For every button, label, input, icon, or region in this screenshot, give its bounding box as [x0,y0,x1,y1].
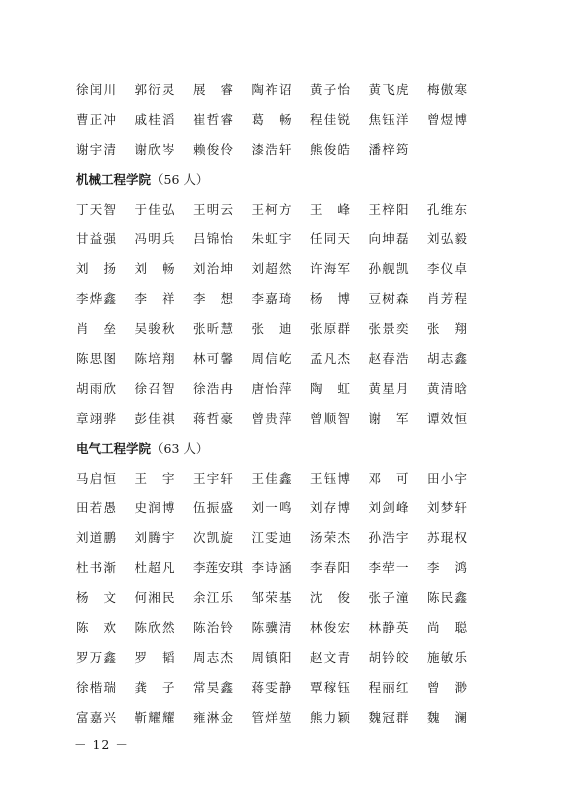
student-name: 陈 欢 [76,619,116,635]
name-row [76,343,486,373]
student-name: 梅傲寒 [427,81,467,97]
student-name: 孟凡杰 [310,350,350,366]
student-name: 潘梓筠 [368,141,409,157]
section-title: 电气工程学院 [76,440,152,456]
name-row [76,313,486,343]
student-name: 雍淋金 [193,709,233,725]
section-title: 机械工程学院 [76,171,152,187]
student-name: 曹正冲 [76,111,116,127]
student-name: 刘腾宇 [134,530,175,546]
name-row [76,522,486,552]
student-name: 王宇轩 [193,470,233,486]
student-name: 张景奕 [368,321,409,337]
student-name: 黄星月 [368,380,409,396]
name-row [76,612,486,642]
student-name: 王明云 [193,201,233,217]
student-name: 龚 子 [134,679,175,695]
student-name: 何湘民 [134,590,175,606]
student-name: 陈骥清 [251,619,292,635]
student-name: 林俊宏 [310,619,350,635]
student-name: 蒋哲豪 [193,410,233,426]
student-name: 尚 聪 [427,619,467,635]
student-name: 吕锦怡 [193,231,233,247]
student-name: 黄飞虎 [368,81,409,97]
name-list [76,74,486,732]
student-name: 胡钤皎 [368,649,409,665]
student-name: 张原群 [310,321,350,337]
student-name: 周志杰 [193,649,233,665]
student-name: 李仪卓 [427,261,467,277]
student-name: 张 迪 [251,321,292,337]
student-name: 次凯旋 [193,530,233,546]
student-name: 李春阳 [310,560,350,576]
student-name: 彭佳祺 [134,410,175,426]
student-name: 朱虹宇 [251,231,292,247]
name-row [76,74,486,104]
student-name: 程佳锐 [310,111,350,127]
student-name: 李嘉琦 [251,291,292,307]
student-name: 李 祥 [134,291,175,307]
student-name: 邓 可 [368,470,409,486]
student-name: 靳耀耀 [134,709,175,725]
student-name: 周信屹 [251,350,292,366]
student-name: 唐怡萍 [251,380,292,396]
student-name: 覃稼钰 [310,679,350,695]
student-name: 曾 渺 [427,679,467,695]
section-heading [76,433,486,463]
student-name: 汤荣杰 [310,530,350,546]
name-row [76,403,486,433]
student-name: 管烊堃 [251,709,292,725]
name-row [76,134,486,164]
name-row [76,283,486,313]
student-name: 展 睿 [193,81,233,97]
student-name: 陈治铃 [193,619,233,635]
student-name: 张昕慧 [193,321,233,337]
student-name: 刘治坤 [193,261,233,277]
student-name: 冯明兵 [134,231,175,247]
student-name: 李诗涵 [251,560,292,576]
student-name: 李烨鑫 [76,291,116,307]
student-name: 李莲安琪 [193,560,244,576]
student-name: 伍振盛 [193,500,233,516]
student-name: 甘益强 [76,231,116,247]
student-name: 富嘉兴 [76,709,116,725]
student-name: 魏 澜 [427,709,467,725]
student-name: 许海军 [310,261,350,277]
student-name: 李 鸿 [427,560,467,576]
student-name: 林静英 [368,619,409,635]
student-name: 赖俊伶 [193,141,233,157]
student-name: 张 翔 [427,321,467,337]
student-name: 漆浩轩 [251,141,292,157]
student-name: 罗万鑫 [76,649,116,665]
student-name: 王 峰 [310,201,350,217]
name-row [76,104,486,134]
student-name: 熊力颖 [310,709,350,725]
student-name: 吴骏秋 [134,321,175,337]
student-name: 徐浩冉 [193,380,233,396]
student-name: 丁天智 [76,201,116,217]
student-name: 谢欣岑 [134,141,175,157]
student-name: 苏琨权 [427,530,467,546]
student-name: 胡雨欣 [76,380,116,396]
student-name: 章翊骅 [76,410,116,426]
student-name: 施敏乐 [427,649,467,665]
student-name: 刘 畅 [134,261,175,277]
student-name: 李荦一 [368,560,409,576]
student-name: 田若愚 [76,500,116,516]
student-name: 刘弘毅 [427,231,467,247]
student-name: 赵春浩 [368,350,409,366]
student-name: 肖 垒 [76,321,116,337]
name-row [76,463,486,493]
student-name: 刘 扬 [76,261,116,277]
student-name: 魏冠群 [368,709,409,725]
student-name: 杨 文 [76,590,116,606]
student-name: 徐楷瑞 [76,679,116,695]
student-name: 马启恒 [76,470,116,486]
student-name: 陈培翔 [134,350,175,366]
student-name: 肖芳程 [427,291,467,307]
student-name: 张子潼 [368,590,409,606]
section-count: （56 人） [151,171,209,187]
student-name: 郭衍灵 [134,81,175,97]
student-name: 谢 军 [368,410,409,426]
section-count: （63 人） [151,440,209,456]
name-row [76,642,486,672]
student-name: 程丽红 [368,679,409,695]
student-name: 孙舰凯 [368,261,409,277]
student-name: 于佳弘 [134,201,175,217]
student-name: 徐闰川 [76,81,116,97]
student-name: 曾煜博 [427,111,467,127]
student-name: 陶祚诏 [251,81,292,97]
student-name: 向坤磊 [368,231,409,247]
student-name: 刘道鹏 [76,530,116,546]
student-name: 刘存博 [310,500,350,516]
student-name: 杜超凡 [134,560,175,576]
student-name: 陈欣然 [134,619,175,635]
student-name: 孔维东 [427,201,467,217]
student-name: 刘剑峰 [368,500,409,516]
student-name: 王钰博 [310,470,350,486]
student-name: 孙浩宇 [368,530,409,546]
student-name: 王柯方 [251,201,292,217]
student-name: 罗 韬 [134,649,175,665]
student-name: 李 想 [193,291,233,307]
name-row [76,194,486,224]
student-name: 陈民鑫 [427,590,467,606]
student-name: 谭效恒 [427,410,467,426]
student-name: 崔哲睿 [193,111,233,127]
name-row [76,373,486,403]
student-name: 焦钰洋 [368,111,409,127]
name-row [76,552,486,582]
student-name: 黄子怡 [310,81,350,97]
student-name: 赵文青 [310,649,350,665]
student-name: 沈 俊 [310,590,350,606]
student-name: 杨 博 [310,291,350,307]
student-name: 江雯迪 [251,530,292,546]
name-row [76,582,486,612]
student-name: 陶 虹 [310,380,350,396]
student-name: 刘超然 [251,261,292,277]
name-row [76,492,486,522]
name-row [76,253,486,283]
student-name: 刘梦轩 [427,500,467,516]
student-name: 徐召智 [134,380,175,396]
student-name: 周镇阳 [251,649,292,665]
student-name: 任同天 [310,231,350,247]
student-name: 余江乐 [193,590,233,606]
student-name: 王梓阳 [368,201,409,217]
student-name: 王佳鑫 [251,470,292,486]
student-name: 豆树森 [368,291,409,307]
student-name: 田小宇 [427,470,467,486]
student-name: 曾贵萍 [251,410,292,426]
student-name: 蒋雯静 [251,679,292,695]
student-name: 熊俊皓 [310,141,350,157]
student-name: 胡志鑫 [427,350,467,366]
student-name: 王 宇 [134,470,175,486]
student-name: 林可馨 [193,350,233,366]
student-name: 史润博 [134,500,175,516]
section-heading [76,164,486,194]
student-name: 葛 畅 [251,111,292,127]
student-name: 戚桂滔 [134,111,175,127]
student-name: 黄清晗 [427,380,467,396]
page-number: － 12 － [74,737,129,752]
student-name: 曾顺智 [310,410,350,426]
student-name: 刘一鸣 [251,500,292,516]
student-name: 常昊鑫 [193,679,233,695]
student-name: 杜书渐 [76,560,116,576]
student-name: 邹荣基 [251,590,292,606]
name-row [76,223,486,253]
student-name: 陈思图 [76,350,116,366]
name-row [76,702,486,732]
student-name: 谢宇清 [76,141,116,157]
name-row [76,672,486,702]
